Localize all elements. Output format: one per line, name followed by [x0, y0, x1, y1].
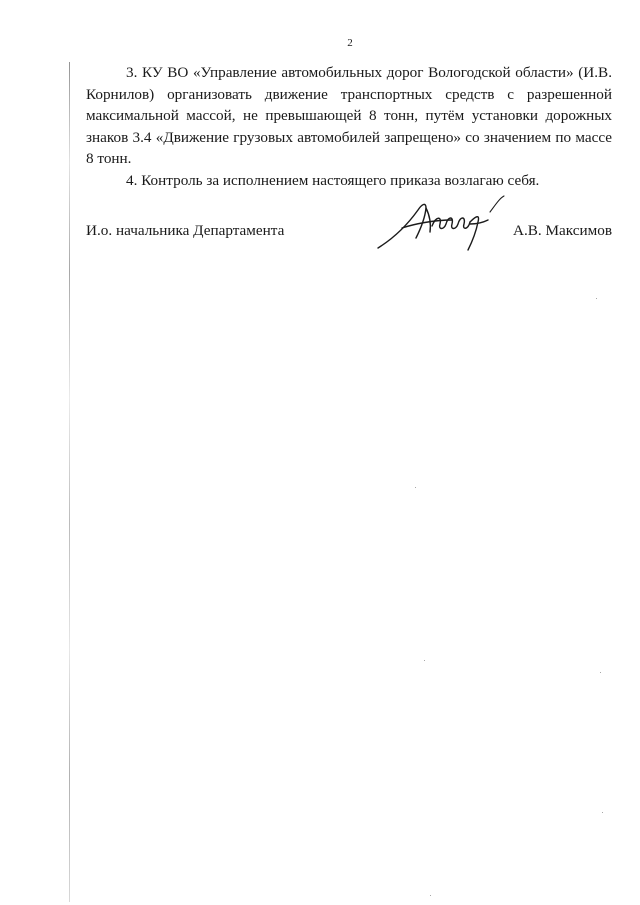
paragraph-3: 3. КУ ВО «Управление автомобильных дорог Вологодской области» (И.В. Корнилов) организовать движение транспортных средств с разрешенной максимальной массой, не превышающей 8 тонн, путём установки дорожных знаков 3.4 «Движение грузовых автомобилей запрещено» со значением по массе 8 тонн.	[86, 64, 612, 168]
document-body	[86, 62, 612, 192]
signatory-position: И.о. начальника Департамента	[86, 222, 285, 239]
scan-speck	[415, 487, 416, 488]
scan-speck	[430, 895, 431, 896]
page-number: 2	[347, 37, 353, 49]
paragraph-4: 4. Контроль за исполнением настоящего приказа возлагаю себя.	[126, 171, 540, 189]
signatory-name: А.В. Максимов	[513, 222, 612, 239]
scan-speck	[602, 812, 603, 813]
scan-speck	[600, 672, 601, 673]
signature-block	[86, 222, 612, 246]
handwritten-signature	[374, 194, 509, 256]
scan-left-edge	[69, 62, 70, 902]
scan-speck	[424, 660, 425, 661]
scan-speck	[596, 298, 597, 299]
